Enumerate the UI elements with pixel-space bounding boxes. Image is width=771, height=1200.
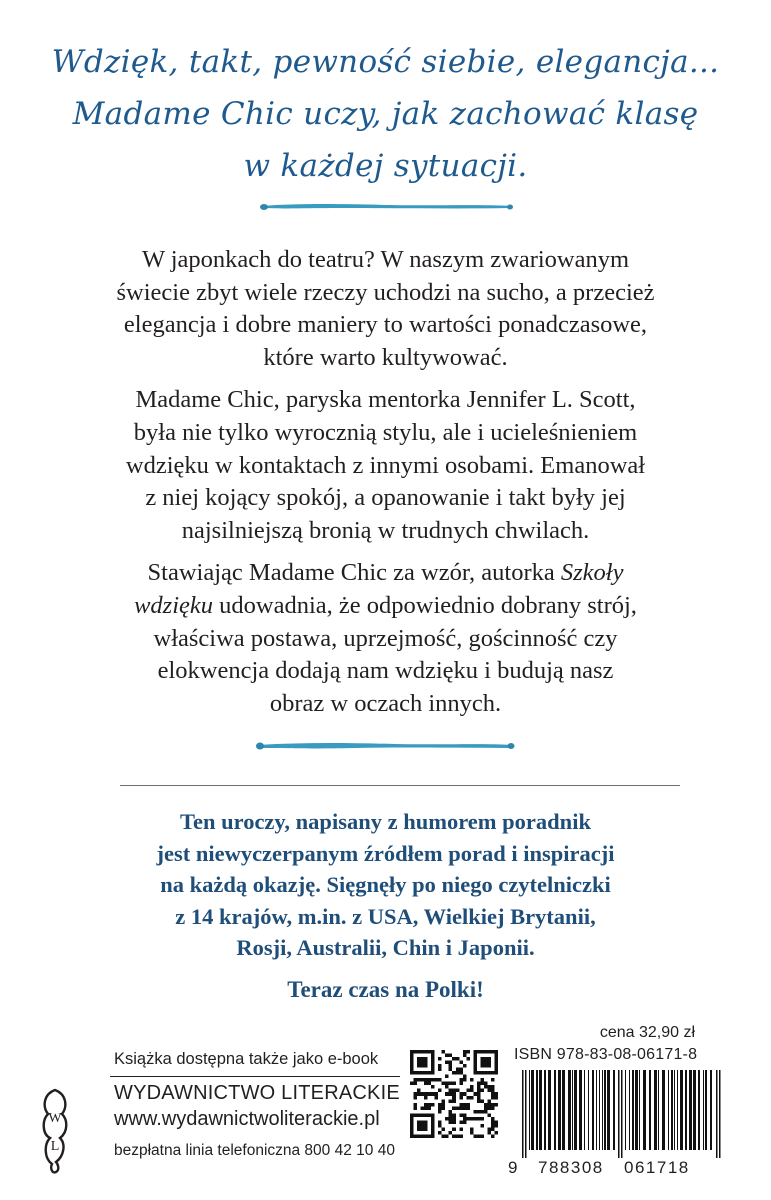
qr-code: [410, 1050, 498, 1138]
tagline-line: Wdzięk, takt, pewność siebie, elegancja...: [51, 44, 720, 80]
promo-blurb: [60, 806, 711, 1006]
tagline-line: w każdej sytuacji.: [243, 148, 528, 184]
book-title-italic: Szkoły: [560, 559, 624, 587]
promo-closing: Teraz czas na Polki!: [287, 976, 484, 1002]
text-line: właściwa postawa, uprzejmość, gościnność czy: [153, 624, 618, 652]
watercolor-stroke-top: [258, 200, 516, 210]
publisher-name: WYDAWNICTWO LITERACKIE: [114, 1082, 400, 1104]
svg-text:W: W: [48, 1111, 62, 1126]
ebook-note: Książka dostępna także jako e-book: [114, 1050, 379, 1068]
text-line: najsilniejszą bronią w trudnych chwilach.: [181, 516, 590, 544]
barcode-digits-left: 788308: [538, 1158, 604, 1177]
text-line: które warto kultywować.: [263, 343, 508, 371]
description-paragraph: [80, 384, 691, 547]
tagline-line: Madame Chic uczy, jak zachować klasę: [72, 96, 699, 132]
isbn-barcode-block: [508, 1046, 726, 1178]
text-line: z niej kojący spokój, a opanowanie i takt były jej: [145, 484, 626, 512]
promo-line: Ten uroczy, napisany z humorem poradnik: [180, 809, 591, 834]
text-line: [148, 559, 624, 586]
book-title-italic: wdzięku: [134, 591, 214, 619]
barcode-digit-first: 9: [508, 1158, 518, 1177]
section-divider: [120, 785, 680, 786]
text-span: Stawiając Madame Chic za wzór, autorka: [147, 559, 561, 587]
price-label: cena 32,90 zł: [599, 1024, 695, 1041]
publisher-url[interactable]: www.wydawnictwoliterackie.pl: [114, 1108, 380, 1130]
publisher-info: [40, 1046, 400, 1176]
promo-line: na każdą okazję. Sięgnęły po niego czytelniczki: [160, 872, 611, 898]
text-line: W japonkach do teatru? W naszym zwariowanym: [141, 246, 630, 273]
text-span: udowadnia, że odpowiednio dobrany strój,: [213, 591, 637, 619]
promo-line: jest niewyczerpanym źródłem porad i inspiracji: [156, 840, 615, 866]
text-line: świecie zbyt wiele rzeczy uchodzi na sucho, a przecież: [116, 278, 655, 306]
text-line: [134, 592, 637, 619]
barcode-digits-right: 061718: [624, 1158, 690, 1177]
barcode: [522, 1070, 722, 1158]
watercolor-stroke-bottom: [255, 738, 517, 748]
publisher-phone: bezpłatna linia telefoniczna 800 42 10 40: [114, 1142, 395, 1159]
text-line: elegancja i dobre maniery to wartości ponadczasowe,: [123, 311, 648, 339]
tagline: [40, 36, 731, 192]
isbn-label: ISBN 978-83-08-06171-8: [514, 1046, 698, 1063]
promo-line: Rosji, Australii, Chin i Japonii.: [236, 935, 535, 961]
description-paragraph: [80, 244, 691, 374]
text-line: była nie tylko wyrocznią stylu, ale i ucieleśnieniem: [133, 418, 638, 446]
text-line: Madame Chic, paryska mentorka Jennifer L. Scott,: [135, 386, 636, 414]
description-paragraph: [80, 557, 691, 720]
publisher-logo-icon: [40, 1086, 70, 1176]
description: [80, 244, 691, 730]
promo-line: z 14 krajów, m.in. z USA, Wielkiej Brytanii,: [175, 903, 596, 929]
text-line: obraz w oczach innych.: [269, 689, 502, 717]
text-line: wdzięku w kontaktach z innymi osobami. Emanował: [125, 451, 646, 479]
publisher-divider: [110, 1076, 400, 1077]
text-line: elokwencja dodają nam wdzięku i budują nasz: [157, 657, 614, 685]
svg-text:L: L: [50, 1139, 60, 1154]
